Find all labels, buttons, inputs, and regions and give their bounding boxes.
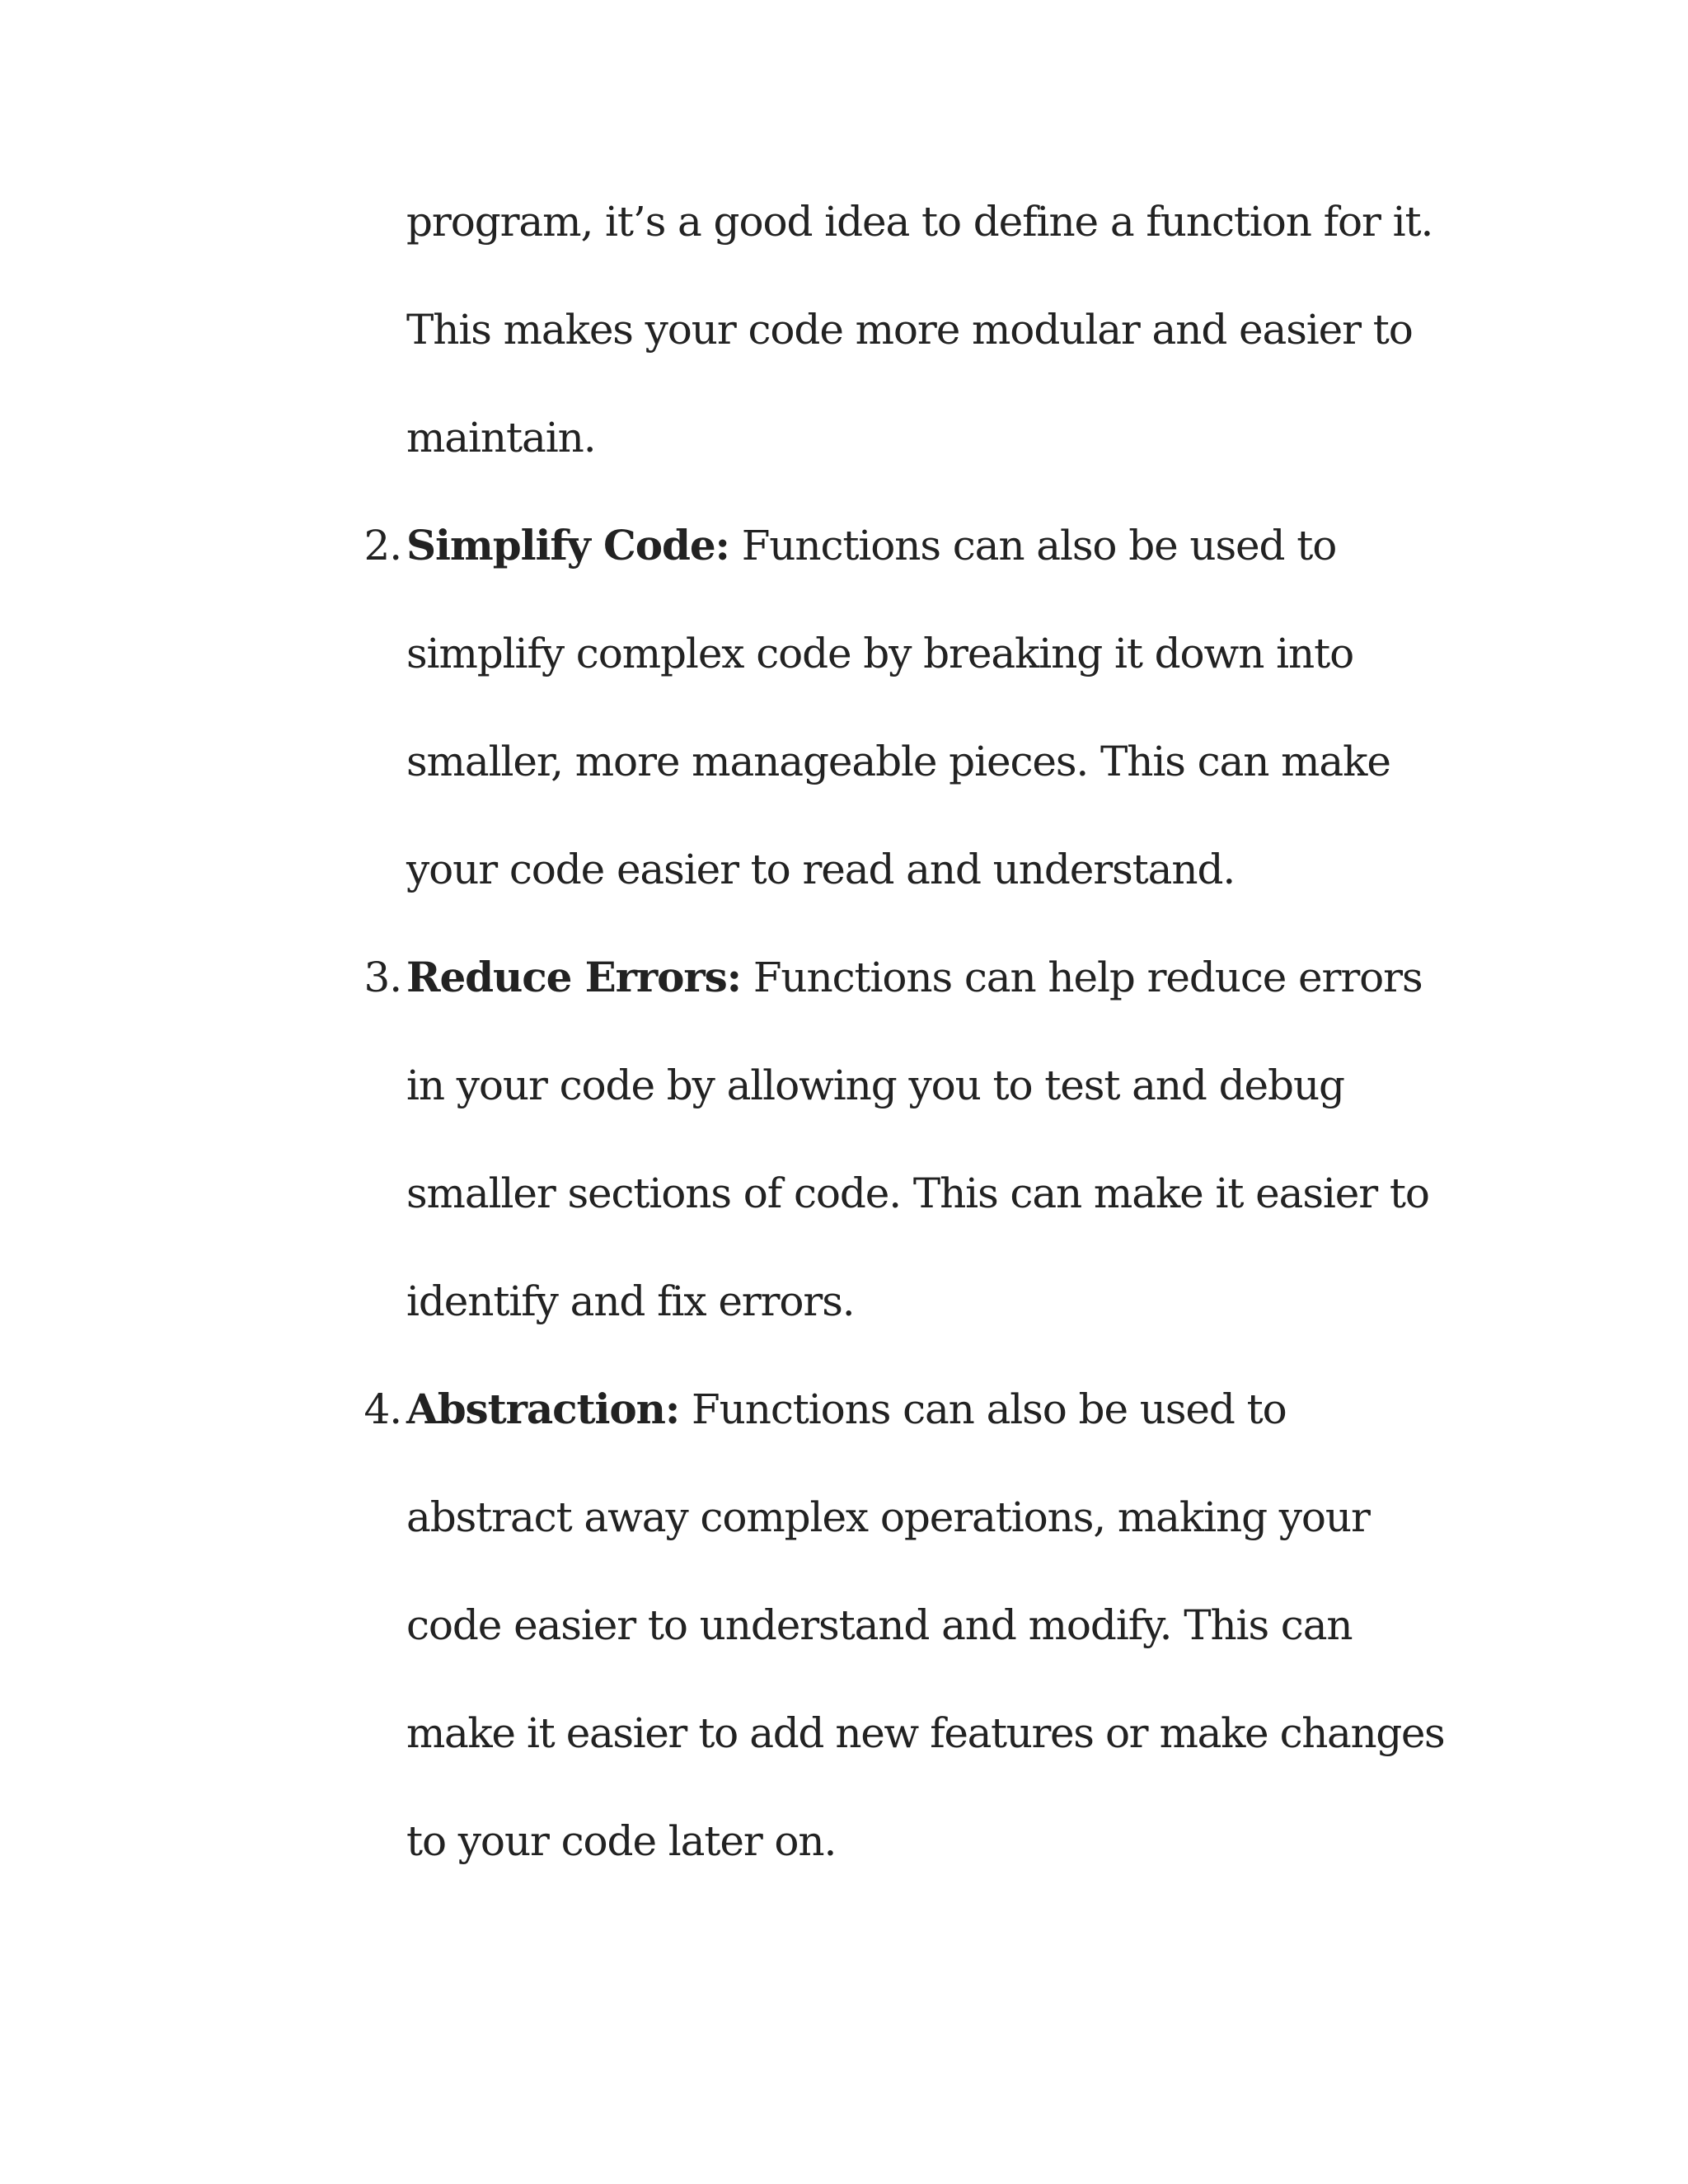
list-item-text: Functions can also be used to <box>729 522 1337 569</box>
list-item-number: 3. <box>363 954 401 1001</box>
list-item-abstraction <box>363 1373 1445 1913</box>
list-item-heading: Abstraction: <box>406 1385 680 1433</box>
list-item-first-line <box>363 941 1445 1049</box>
list-item-reduce-errors <box>363 941 1445 1373</box>
list-item-text-line: smaller sections of code. This can make it easier to <box>406 1169 1429 1217</box>
list-item-text-line: make it easier to add new features or make changes <box>406 1709 1445 1757</box>
list-item-first-line <box>363 1373 1445 1481</box>
list-item-text-line: to your code later on. <box>406 1817 837 1865</box>
numbered-list <box>363 185 1445 1913</box>
list-item-text-line: in your code by allowing you to test and debug <box>406 1062 1344 1109</box>
list-item-text-line: code easier to understand and modify. This can <box>406 1601 1353 1649</box>
list-item-text-line: abstract away complex operations, making your <box>406 1493 1370 1541</box>
continuation-line: This makes your code more modular and easier to <box>406 306 1413 354</box>
list-item-number: 4. <box>363 1385 401 1433</box>
list-item-text-line: simplify complex code by breaking it down into <box>406 630 1354 677</box>
list-item-text-line: smaller, more manageable pieces. This can make <box>406 738 1390 785</box>
list-item-number: 2. <box>363 522 401 569</box>
list-item-first-line <box>363 509 1445 617</box>
list-item-text-line: your code easier to read and understand. <box>406 846 1236 893</box>
list-item-heading: Simplify Code: <box>406 521 729 569</box>
list-item-simplify-code <box>363 509 1445 941</box>
continuation-line: maintain. <box>406 414 596 462</box>
list-item-text: Functions can help reduce errors <box>741 954 1423 1001</box>
continuation-line: program, it’s a good idea to define a function for it. <box>406 198 1433 246</box>
list-item-text-line: identify and fix errors. <box>406 1277 855 1325</box>
list-item-text: Functions can also be used to <box>679 1385 1287 1433</box>
list-item-heading: Reduce Errors: <box>406 953 742 1001</box>
